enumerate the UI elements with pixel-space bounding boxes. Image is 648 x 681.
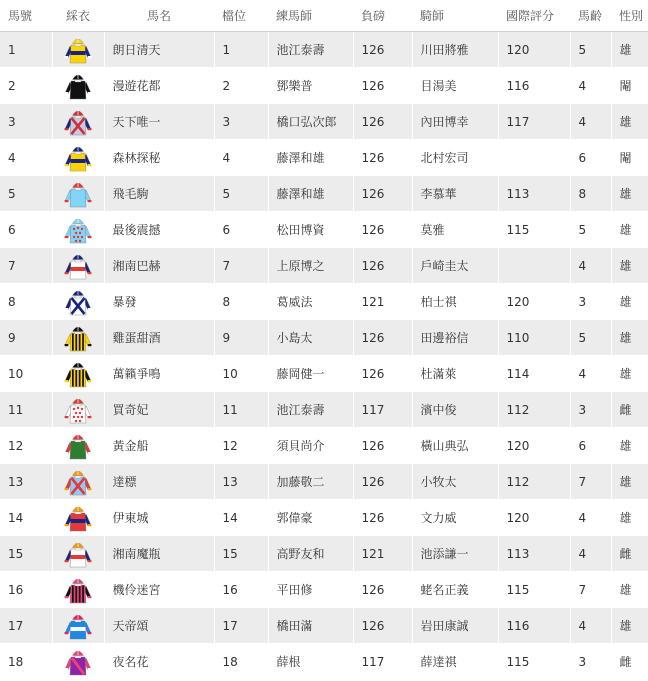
horse-name: 湘南巴赫 (104, 248, 214, 284)
draw-value: 13 (214, 464, 268, 500)
sex-value: 雄 (611, 464, 648, 500)
trainer-name: 池江泰壽 (268, 32, 353, 68)
trainer-name: 郭偉豪 (268, 500, 353, 536)
weight-value: 117 (353, 644, 412, 680)
silk-cell (52, 356, 104, 392)
weight-value: 126 (353, 320, 412, 356)
silk-cell (52, 176, 104, 212)
horse-number: 15 (0, 536, 52, 572)
weight-value: 126 (353, 32, 412, 68)
age-value: 4 (570, 356, 611, 392)
table-row[interactable] (0, 536, 648, 572)
rating-value: 112 (498, 464, 570, 500)
weight-value: 121 (353, 284, 412, 320)
trainer-name: 須貝尚介 (268, 428, 353, 464)
table-row[interactable] (0, 356, 648, 392)
horse-name: 黃金船 (104, 428, 214, 464)
horse-name: 暴發 (104, 284, 214, 320)
horse-number: 16 (0, 572, 52, 608)
jockey-name: 田邊裕信 (412, 320, 498, 356)
rating-value: 110 (498, 320, 570, 356)
horse-number: 1 (0, 32, 52, 68)
trainer-name: 葛威法 (268, 284, 353, 320)
age-value: 7 (570, 464, 611, 500)
silk-cell (52, 428, 104, 464)
header-draw[interactable]: 檔位 (214, 0, 268, 32)
sex-value: 雄 (611, 212, 648, 248)
table-row[interactable] (0, 500, 648, 536)
jockey-name: 小牧太 (412, 464, 498, 500)
silk-cell (52, 644, 104, 680)
draw-value: 2 (214, 68, 268, 104)
table-row[interactable] (0, 212, 648, 248)
silk-cell (52, 608, 104, 644)
age-value: 3 (570, 284, 611, 320)
horse-number: 18 (0, 644, 52, 680)
draw-value: 15 (214, 536, 268, 572)
jockey-silk-icon (63, 287, 93, 317)
jockey-name: 薛達祺 (412, 644, 498, 680)
age-value: 4 (570, 68, 611, 104)
jockey-silk-icon (63, 107, 93, 137)
jockey-name: 莫雅 (412, 212, 498, 248)
horse-number: 9 (0, 320, 52, 356)
weight-value: 126 (353, 356, 412, 392)
trainer-name: 藤澤和雄 (268, 176, 353, 212)
header-age[interactable]: 馬齡 (570, 0, 611, 32)
horse-name: 買奇妃 (104, 392, 214, 428)
trainer-name: 松田博資 (268, 212, 353, 248)
jockey-name: 柏士祺 (412, 284, 498, 320)
table-row[interactable] (0, 176, 648, 212)
horse-name: 夜名花 (104, 644, 214, 680)
age-value: 5 (570, 32, 611, 68)
table-row[interactable] (0, 608, 648, 644)
sex-value: 雄 (611, 248, 648, 284)
rating-value: 116 (498, 608, 570, 644)
jockey-silk-icon (63, 179, 93, 209)
draw-value: 8 (214, 284, 268, 320)
header-weight[interactable]: 負磅 (353, 0, 412, 32)
horse-name: 最後震撼 (104, 212, 214, 248)
weight-value: 126 (353, 140, 412, 176)
weight-value: 126 (353, 68, 412, 104)
rating-value: 112 (498, 392, 570, 428)
silk-cell (52, 248, 104, 284)
horse-name: 湘南魔瓶 (104, 536, 214, 572)
sex-value: 閹 (611, 68, 648, 104)
rating-value (498, 140, 570, 176)
sex-value: 雄 (611, 176, 648, 212)
trainer-name: 高野友和 (268, 536, 353, 572)
rating-value (498, 248, 570, 284)
weight-value: 126 (353, 572, 412, 608)
sex-value: 閹 (611, 140, 648, 176)
rating-value: 115 (498, 644, 570, 680)
horse-name: 漫遊花都 (104, 68, 214, 104)
jockey-silk-icon (63, 323, 93, 353)
draw-value: 9 (214, 320, 268, 356)
jockey-silk-icon (63, 71, 93, 101)
draw-value: 5 (214, 176, 268, 212)
age-value: 4 (570, 104, 611, 140)
weight-value: 126 (353, 104, 412, 140)
rating-value: 113 (498, 176, 570, 212)
horse-name: 朗日清天 (104, 32, 214, 68)
silk-cell (52, 536, 104, 572)
rating-value: 117 (498, 104, 570, 140)
jockey-name: 李慕華 (412, 176, 498, 212)
weight-value: 126 (353, 248, 412, 284)
horse-number: 5 (0, 176, 52, 212)
rating-value: 115 (498, 212, 570, 248)
age-value: 4 (570, 536, 611, 572)
sex-value: 雌 (611, 392, 648, 428)
table-row[interactable] (0, 320, 648, 356)
age-value: 6 (570, 140, 611, 176)
trainer-name: 橋口弘次郎 (268, 104, 353, 140)
table-row[interactable] (0, 32, 648, 68)
table-row[interactable] (0, 572, 648, 608)
jockey-name: 杜滿萊 (412, 356, 498, 392)
table-row[interactable] (0, 68, 648, 104)
horse-name: 飛毛駒 (104, 176, 214, 212)
draw-value: 7 (214, 248, 268, 284)
trainer-name: 藤澤和雄 (268, 140, 353, 176)
draw-value: 12 (214, 428, 268, 464)
horse-number: 4 (0, 140, 52, 176)
sex-value: 雄 (611, 104, 648, 140)
sex-value: 雄 (611, 32, 648, 68)
jockey-silk-icon (63, 251, 93, 281)
silk-cell (52, 572, 104, 608)
age-value: 4 (570, 248, 611, 284)
rating-value: 114 (498, 356, 570, 392)
horse-name: 雞蛋甜酒 (104, 320, 214, 356)
age-value: 6 (570, 428, 611, 464)
trainer-name: 池江泰壽 (268, 392, 353, 428)
silk-cell (52, 212, 104, 248)
table-row[interactable] (0, 104, 648, 140)
rating-value: 120 (498, 428, 570, 464)
rating-value: 113 (498, 536, 570, 572)
rating-value: 116 (498, 68, 570, 104)
draw-value: 1 (214, 32, 268, 68)
age-value: 5 (570, 212, 611, 248)
table-row[interactable] (0, 464, 648, 500)
horse-name: 伊東城 (104, 500, 214, 536)
sex-value: 雄 (611, 356, 648, 392)
header-jockey[interactable]: 騎師 (412, 0, 498, 32)
jockey-silk-icon (63, 539, 93, 569)
jockey-name: 目湯美 (412, 68, 498, 104)
silk-cell (52, 464, 104, 500)
trainer-name: 加藤敬二 (268, 464, 353, 500)
horse-number: 12 (0, 428, 52, 464)
horse-name: 萬籟爭鳴 (104, 356, 214, 392)
sex-value: 雄 (611, 608, 648, 644)
horse-number: 8 (0, 284, 52, 320)
draw-value: 10 (214, 356, 268, 392)
silk-cell (52, 392, 104, 428)
horse-number: 10 (0, 356, 52, 392)
sex-value: 雌 (611, 644, 648, 680)
jockey-silk-icon (63, 395, 93, 425)
age-value: 7 (570, 572, 611, 608)
draw-value: 16 (214, 572, 268, 608)
age-value: 3 (570, 644, 611, 680)
trainer-name: 藤岡健一 (268, 356, 353, 392)
sex-value: 雄 (611, 500, 648, 536)
horse-name: 天下唯一 (104, 104, 214, 140)
jockey-name: 戶崎圭太 (412, 248, 498, 284)
trainer-name: 上原博之 (268, 248, 353, 284)
horse-number: 6 (0, 212, 52, 248)
jockey-silk-icon (63, 611, 93, 641)
rating-value: 115 (498, 572, 570, 608)
sex-value: 雌 (611, 536, 648, 572)
jockey-name: 川田將雅 (412, 32, 498, 68)
jockey-name: 池添謙一 (412, 536, 498, 572)
silk-cell (52, 104, 104, 140)
rating-value: 120 (498, 32, 570, 68)
horse-number: 17 (0, 608, 52, 644)
header-rating[interactable]: 國際評分 (498, 0, 570, 32)
horse-name: 森林探秘 (104, 140, 214, 176)
draw-value: 4 (214, 140, 268, 176)
trainer-name: 小島太 (268, 320, 353, 356)
jockey-name: 岩田康誠 (412, 608, 498, 644)
rating-value: 120 (498, 284, 570, 320)
jockey-silk-icon (63, 467, 93, 497)
horse-number: 14 (0, 500, 52, 536)
horse-number: 3 (0, 104, 52, 140)
age-value: 5 (570, 320, 611, 356)
horse-number: 11 (0, 392, 52, 428)
horse-number: 13 (0, 464, 52, 500)
jockey-name: 內田博幸 (412, 104, 498, 140)
trainer-name: 薛根 (268, 644, 353, 680)
draw-value: 3 (214, 104, 268, 140)
sex-value: 雄 (611, 284, 648, 320)
jockey-silk-icon (63, 575, 93, 605)
horse-number: 2 (0, 68, 52, 104)
weight-value: 126 (353, 428, 412, 464)
jockey-name: 北村宏司 (412, 140, 498, 176)
silk-cell (52, 32, 104, 68)
age-value: 4 (570, 500, 611, 536)
jockey-silk-icon (63, 215, 93, 245)
table-row[interactable] (0, 644, 648, 680)
age-value: 8 (570, 176, 611, 212)
jockey-silk-icon (63, 503, 93, 533)
table-row[interactable] (0, 428, 648, 464)
jockey-silk-icon (63, 359, 93, 389)
draw-value: 14 (214, 500, 268, 536)
weight-value: 126 (353, 176, 412, 212)
draw-value: 6 (214, 212, 268, 248)
jockey-silk-icon (63, 647, 93, 677)
weight-value: 126 (353, 212, 412, 248)
trainer-name: 平田修 (268, 572, 353, 608)
age-value: 4 (570, 608, 611, 644)
table-header-row (0, 0, 648, 32)
table-row[interactable] (0, 284, 648, 320)
jockey-silk-icon (63, 35, 93, 65)
rating-value: 120 (498, 500, 570, 536)
horse-name: 天帝頌 (104, 608, 214, 644)
silk-cell (52, 320, 104, 356)
jockey-name: 蛯名正義 (412, 572, 498, 608)
age-value: 3 (570, 392, 611, 428)
jockey-silk-icon (63, 431, 93, 461)
header-horse-name[interactable]: 馬名 (104, 0, 214, 32)
jockey-name: 濱中俊 (412, 392, 498, 428)
weight-value: 117 (353, 392, 412, 428)
header-horse-no[interactable]: 馬號 (0, 0, 52, 32)
table-row[interactable] (0, 392, 648, 428)
header-sex[interactable]: 性別 (611, 0, 648, 32)
weight-value: 126 (353, 608, 412, 644)
table-row[interactable] (0, 248, 648, 284)
horse-name: 機伶迷宮 (104, 572, 214, 608)
header-silks: 綵衣 (52, 0, 104, 32)
horse-name: 達標 (104, 464, 214, 500)
table-row[interactable] (0, 140, 648, 176)
draw-value: 11 (214, 392, 268, 428)
weight-value: 126 (353, 500, 412, 536)
sex-value: 雄 (611, 428, 648, 464)
silk-cell (52, 140, 104, 176)
jockey-silk-icon (63, 143, 93, 173)
draw-value: 17 (214, 608, 268, 644)
header-trainer[interactable]: 練馬師 (268, 0, 353, 32)
jockey-name: 文力威 (412, 500, 498, 536)
weight-value: 121 (353, 536, 412, 572)
sex-value: 雄 (611, 320, 648, 356)
trainer-name: 橋田滿 (268, 608, 353, 644)
sex-value: 雄 (611, 572, 648, 608)
silk-cell (52, 284, 104, 320)
trainer-name: 鄧樂普 (268, 68, 353, 104)
weight-value: 126 (353, 464, 412, 500)
silk-cell (52, 500, 104, 536)
jockey-name: 橫山典弘 (412, 428, 498, 464)
draw-value: 18 (214, 644, 268, 680)
horse-number: 7 (0, 248, 52, 284)
silk-cell (52, 68, 104, 104)
